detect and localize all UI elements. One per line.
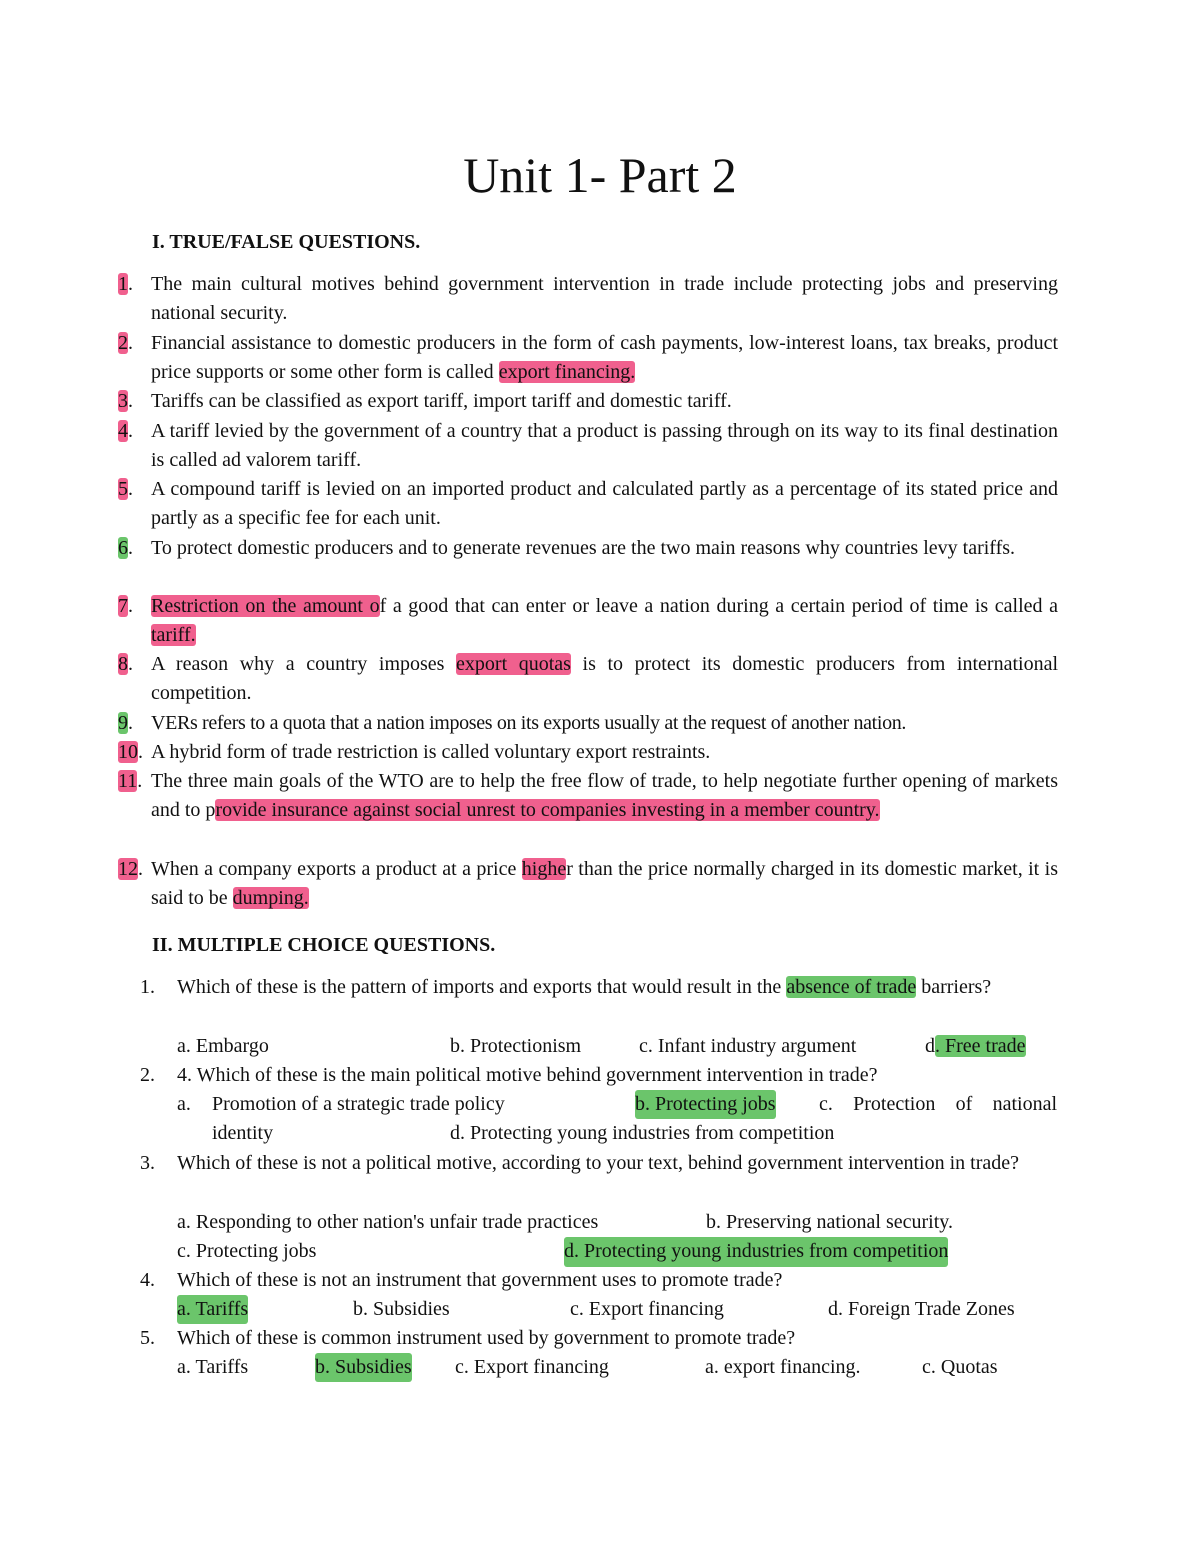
highlight: dumping. xyxy=(232,887,309,910)
mc-options-5 xyxy=(177,1353,1057,1383)
option-c[interactable]: c. Export financing xyxy=(455,1356,609,1378)
option-d[interactable]: d. Protecting young industries from competition xyxy=(564,1237,948,1266)
mc-text: Which of these is common instrument used by government to promote trade? xyxy=(177,1327,796,1349)
highlight: Restriction on the amount o xyxy=(151,595,380,617)
tf-question-11 xyxy=(118,767,1058,826)
mc-number: 4. xyxy=(140,1269,155,1291)
tf-text: When a company exports a product at a price higher than the price normally charged in its domestic market, it is said to be dumping. xyxy=(151,858,1058,910)
mc-options-1 xyxy=(177,1032,1057,1062)
tf-number: 8. xyxy=(118,653,133,675)
tf-text: Financial assistance to domestic producers in the form of cash payments, low-interest loans, tax breaks, product price supports or some other form is called export financing. xyxy=(151,332,1058,384)
tf-question-8 xyxy=(118,650,1058,709)
highlight: export quotas xyxy=(456,653,571,675)
tf-question-12 xyxy=(118,855,1058,914)
mc-options-4 xyxy=(177,1295,1057,1325)
option-a-marker: a. xyxy=(177,1093,191,1115)
tf-number: 6. xyxy=(118,537,133,559)
option-c[interactable]: c. Protection of national xyxy=(819,1093,1057,1115)
tf-question-4 xyxy=(118,417,1058,476)
tf-text: The three main goals of the WTO are to help the free flow of trade, to help negotiate further opening of markets and to provide insurance against social unrest to companies investing in a member country. xyxy=(151,770,1058,822)
option-c[interactable]: c. Infant industry argument xyxy=(639,1035,857,1057)
tf-number: 5. xyxy=(118,478,133,500)
tf-question-10 xyxy=(118,738,1058,767)
tf-number: 12. xyxy=(118,858,143,880)
mc-question-2 xyxy=(140,1061,1058,1090)
highlight: export financing. xyxy=(498,361,636,384)
highlight: rovide insurance against social unrest to companies investing in a member country. xyxy=(215,799,880,822)
tf-question-9 xyxy=(118,709,1058,738)
tf-number: 9. xyxy=(118,712,133,734)
tf-question-1 xyxy=(118,270,1058,329)
tf-text: The main cultural motives behind government intervention in trade include protecting jobs and preserving national security. xyxy=(151,273,1058,325)
mc-text: Which of these is not an instrument that government uses to promote trade? xyxy=(177,1269,783,1291)
option-a[interactable]: a. Tariffs xyxy=(177,1295,248,1324)
option-c[interactable]: c. Export financing xyxy=(570,1298,724,1320)
option-a[interactable]: a. Responding to other nation's unfair trade practices xyxy=(177,1211,599,1233)
mc-question-5 xyxy=(140,1324,1058,1353)
tf-text: To protect domestic producers and to generate revenues are the two main reasons why countries levy tariffs. xyxy=(151,537,1016,559)
mc-question-4 xyxy=(140,1266,1058,1295)
tf-question-5 xyxy=(118,475,1058,534)
mc-number: 3. xyxy=(140,1152,155,1174)
option-e[interactable]: c. Quotas xyxy=(922,1356,998,1378)
option-a[interactable]: Promotion of a strategic trade policy xyxy=(212,1093,505,1115)
tf-text: A compound tariff is levied on an imported product and calculated partly as a percentage of its stated price and partly as a specific fee for each unit. xyxy=(151,478,1058,530)
mc-options-2 xyxy=(177,1090,1057,1150)
mc-number: 1. xyxy=(140,976,155,998)
tf-text: A reason why a country imposes export quotas is to protect its domestic producers from international competition. xyxy=(151,653,1058,705)
mc-number: 2. xyxy=(140,1064,155,1086)
tf-question-6 xyxy=(118,534,1058,563)
section-heading-true-false: I. TRUE/FALSE QUESTIONS. xyxy=(152,231,421,253)
tf-text: Restriction on the amount of a good that can enter or leave a nation during a certain period of time is called a tariff. xyxy=(151,595,1059,647)
option-d[interactable]: d. Free trade xyxy=(925,1035,1026,1057)
tf-text: VERs refers to a quota that a nation imposes on its exports usually at the request of another nation. xyxy=(151,712,907,734)
mc-question-3 xyxy=(140,1149,1058,1178)
option-b[interactable]: b. Protecting jobs xyxy=(635,1090,776,1119)
option-d[interactable]: a. export financing. xyxy=(705,1356,861,1378)
option-a[interactable]: a. Tariffs xyxy=(177,1356,249,1378)
mc-options-3 xyxy=(177,1208,1057,1268)
option-d[interactable]: d. Foreign Trade Zones xyxy=(828,1298,1015,1320)
option-b[interactable]: b. Preserving national security. xyxy=(706,1211,953,1233)
tf-text: Tariffs can be classified as export tariff, import tariff and domestic tariff. xyxy=(151,390,732,412)
option-c-continued: identity xyxy=(212,1122,274,1145)
page-title: Unit 1- Part 2 xyxy=(463,147,737,203)
tf-text: A tariff levied by the government of a country that a product is passing through on its way to its final destination is called ad valorem tariff. xyxy=(151,420,1058,472)
highlight: absence of trade xyxy=(786,976,917,998)
tf-number: 3. xyxy=(118,390,133,412)
highlight: tariff. xyxy=(151,624,196,647)
mc-number: 5. xyxy=(140,1327,155,1349)
mc-text: 4. Which of these is the main political motive behind government intervention in trade? xyxy=(177,1064,878,1086)
tf-text: A hybrid form of trade restriction is called voluntary export restraints. xyxy=(151,741,711,763)
tf-number: 1. xyxy=(118,273,133,295)
option-b[interactable]: b. Subsidies xyxy=(315,1353,412,1382)
mc-text: Which of these is not a political motive, according to your text, behind government intervention in trade? xyxy=(177,1152,1019,1174)
tf-number: 11. xyxy=(118,770,143,792)
tf-number: 7. xyxy=(118,595,133,617)
tf-number: 2. xyxy=(118,332,133,354)
mc-question-1 xyxy=(140,973,1058,1002)
option-d[interactable]: d. Protecting young industries from competition xyxy=(450,1122,835,1145)
mc-text: Which of these is the pattern of imports and exports that would result in the absence of trade barriers? xyxy=(177,976,992,998)
tf-question-7 xyxy=(118,592,1058,651)
section-heading-multiple-choice: II. MULTIPLE CHOICE QUESTIONS. xyxy=(152,934,496,956)
tf-number: 4. xyxy=(118,420,133,442)
highlight: highe xyxy=(521,858,567,880)
option-c[interactable]: c. Protecting jobs xyxy=(177,1240,317,1263)
option-b[interactable]: b. Protectionism xyxy=(450,1035,582,1057)
highlight: . Free trade xyxy=(935,1035,1026,1057)
tf-question-3 xyxy=(118,387,1058,416)
option-b[interactable]: b. Subsidies xyxy=(353,1298,450,1320)
tf-number: 10. xyxy=(118,741,143,763)
tf-question-2 xyxy=(118,329,1058,388)
option-a[interactable]: a. Embargo xyxy=(177,1035,269,1057)
